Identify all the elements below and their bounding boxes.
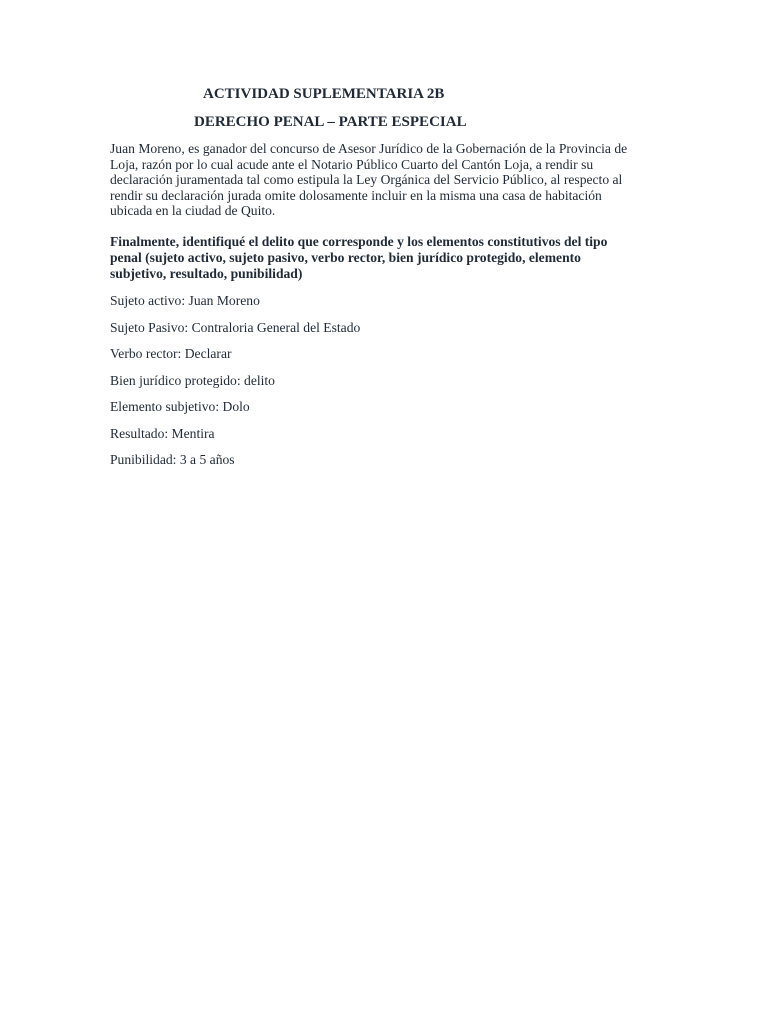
answer-list bbox=[110, 293, 360, 479]
case-description-line: rendir su declaración jurada omite dolosamente incluir en la misma una casa de habitación bbox=[110, 187, 602, 203]
assignment-question bbox=[110, 234, 662, 283]
case-description-line: Juan Moreno, es ganador del concurso de Asesor Jurídico de la Gobernación de la Provincia de bbox=[110, 141, 628, 156]
case-description bbox=[110, 141, 662, 219]
answer-sujeto-activo: Sujeto activo: Juan Moreno bbox=[110, 293, 260, 308]
case-description-line: ubicada en la ciudad de Quito. bbox=[110, 203, 276, 219]
document-title: ACTIVIDAD SUPLEMENTARIA 2B bbox=[203, 86, 445, 102]
answer-sujeto-pasivo: Sujeto Pasivo: Contraloria General del Estado bbox=[110, 319, 361, 335]
question-line: subjetivo, resultado, punibilidad) bbox=[110, 266, 303, 282]
document-subtitle: DERECHO PENAL – PARTE ESPECIAL bbox=[194, 114, 467, 130]
answer-punibilidad: Punibilidad: 3 a 5 años bbox=[110, 452, 235, 467]
case-description-line: declaración juramentada tal como estipula la Ley Orgánica del Servicio Público, al respecto al bbox=[110, 172, 623, 188]
case-description-line: Loja, razón por lo cual acude ante el Notario Público Cuarto del Cantón Loja, a rendir su bbox=[110, 156, 594, 172]
answer-elemento-subjetivo: Elemento subjetivo: Dolo bbox=[110, 399, 250, 414]
answer-verbo-rector: Verbo rector: Declarar bbox=[110, 346, 232, 361]
answer-resultado: Resultado: Mentira bbox=[110, 425, 215, 441]
answer-bien-juridico: Bien jurídico protegido: delito bbox=[110, 372, 275, 388]
question-line: Finalmente, identifiqué el delito que corresponde y los elementos constitutivos del tipo bbox=[110, 234, 608, 249]
question-line: penal (sujeto activo, sujeto pasivo, verbo rector, bien jurídico protegido, elemento bbox=[110, 250, 581, 266]
